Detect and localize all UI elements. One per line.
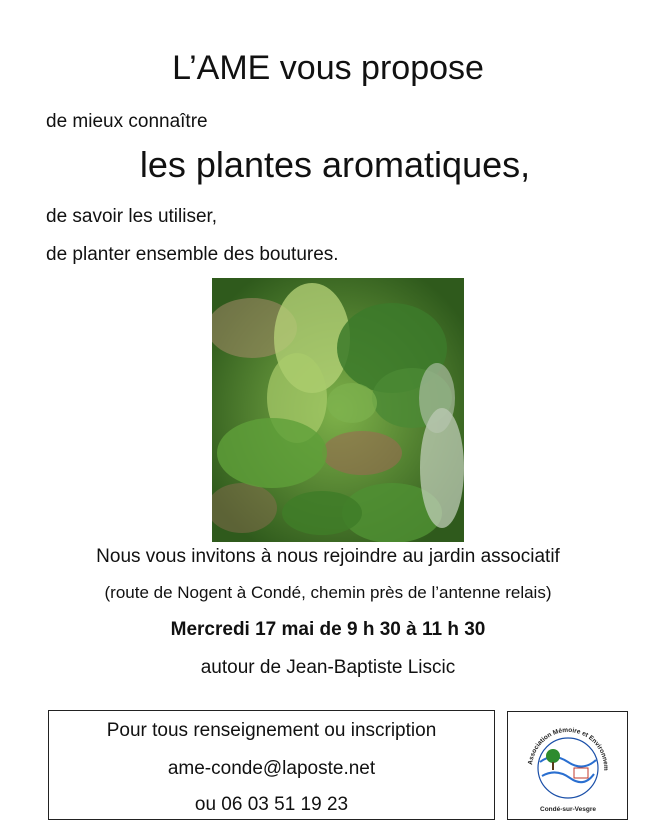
aromatic-plants-photo bbox=[212, 278, 464, 542]
invitation-text: Nous vous invitons à nous rejoindre au jardin associatif bbox=[96, 546, 560, 567]
logo-ring-text: Association Mémoire et Environnem bbox=[527, 726, 610, 771]
logo-town: Condé-sur-Vesgre bbox=[540, 806, 596, 813]
contact-email[interactable]: ame-conde@laposte.net bbox=[167, 758, 376, 779]
intro-line-2: de savoir les utiliser, bbox=[46, 206, 218, 227]
page-title: L’AME vous propose bbox=[172, 49, 484, 87]
logo-box bbox=[507, 711, 628, 820]
event-date: Mercredi 17 mai de 9 h 30 à 11 h 30 bbox=[170, 619, 486, 640]
association-logo bbox=[508, 712, 627, 819]
contact-heading: Pour tous renseignement ou inscription bbox=[106, 720, 437, 741]
location-text: (route de Nogent à Condé, chemin près de l’antenne relais) bbox=[104, 583, 552, 602]
intro-line-3: de planter ensemble des boutures. bbox=[46, 244, 339, 265]
subject-heading: les plantes aromatiques, bbox=[139, 144, 531, 185]
event-host: autour de Jean-Baptiste Liscic bbox=[200, 657, 456, 678]
contact-phone: ou 06 03 51 19 23 bbox=[194, 794, 349, 815]
intro-line-1: de mieux connaître bbox=[46, 111, 208, 132]
contact-box bbox=[48, 710, 495, 820]
